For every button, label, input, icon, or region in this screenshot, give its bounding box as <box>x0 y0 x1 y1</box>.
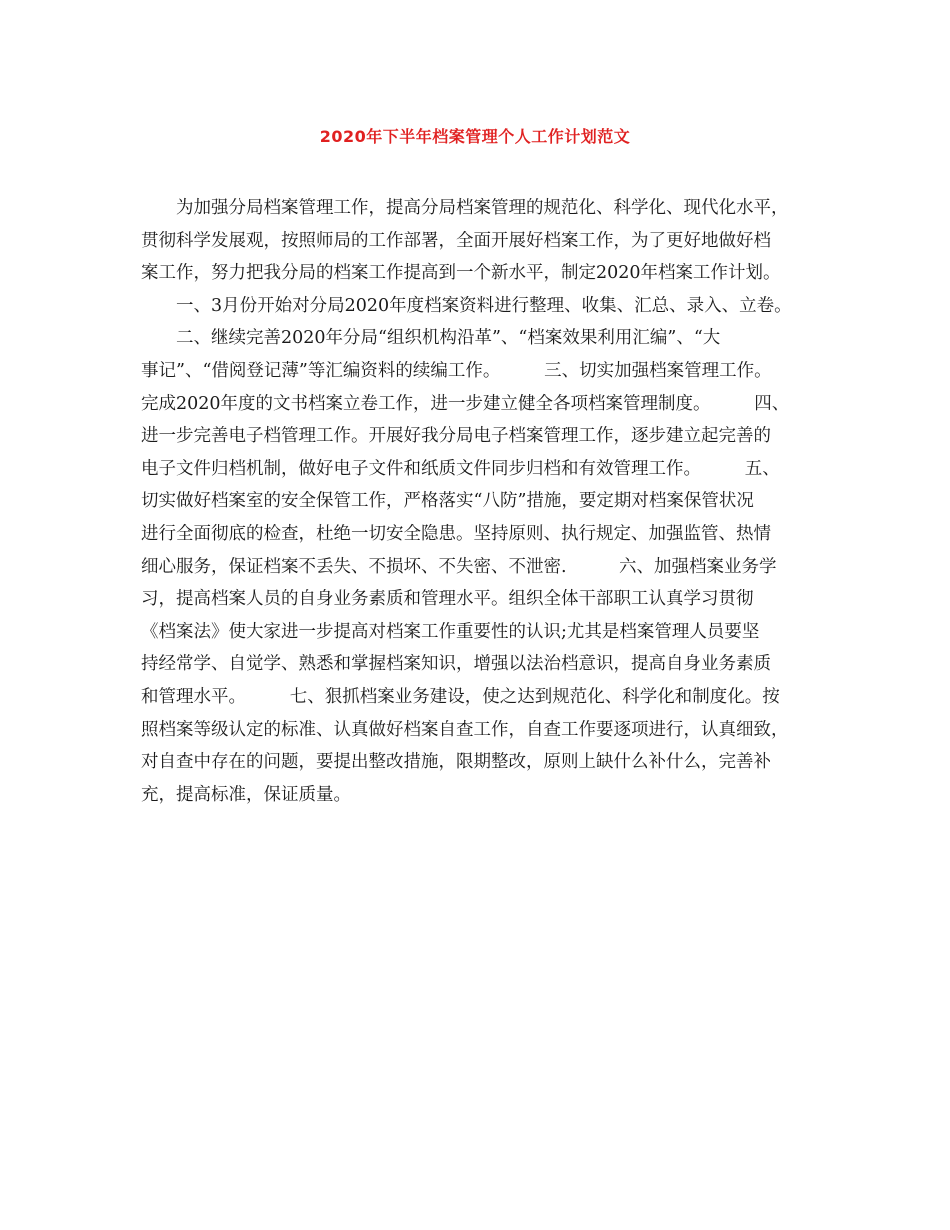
body-line: 习，提高档案人员的自身业务素质和管理水平。组织全体干部职工认真学习贯彻 <box>141 589 754 610</box>
body-line: 一、3月份开始对分局2020年度档案资料进行整理、收集、汇总、录入、立卷。 <box>176 295 792 316</box>
body-line: 电子文件归档机制，做好电子文件和纸质文件同步归档和有效管理工作。 五、 <box>141 458 780 479</box>
body-line: 案工作，努力把我分局的档案工作提高到一个新水平，制定2020年档案工作计划。 <box>141 263 781 284</box>
document-body <box>141 192 825 811</box>
body-line: 对自查中存在的问题，要提出整改措施，限期整改，原则上缺什么补什么，完善补 <box>141 752 771 773</box>
body-line: 事记”、“借阅登记薄”等汇编资料的续编工作。 三、切实加强档案管理工作。 <box>141 360 772 381</box>
body-line: 二、继续完善2020年分局“组织机构沿革”、“档案效果利用汇编”、“大 <box>176 328 721 349</box>
document-title: 2020年下半年档案管理个人工作计划范文 <box>319 127 631 146</box>
body-line: 和管理水平。 七、狠抓档案业务建设，使之达到规范化、科学化和制度化。按 <box>141 686 780 707</box>
body-line: 充，提高标准，保证质量。 <box>141 784 351 805</box>
body-line: 切实做好档案室的安全保管工作，严格落实“八防”措施，要定期对档案保管状况 <box>141 491 754 512</box>
body-line: 照档案等级认定的标准、认真做好档案自查工作，自查工作要逐项进行，认真细致， <box>141 719 789 740</box>
body-line: 进行全面彻底的检查，杜绝一切安全隐患。坚持原则、执行规定、加强监管、热情 <box>141 523 771 544</box>
body-line: 持经常学、自觉学、熟悉和掌握档案知识，增强以法治档意识，提高自身业务素质 <box>141 654 771 675</box>
body-line: 贯彻科学发展观，按照师局的工作部署，全面开展好档案工作，为了更好地做好档 <box>141 230 771 251</box>
body-line: 细心服务，保证档案不丢失、不损坏、不失密、不泄密. 六、加强档案业务学 <box>141 556 777 577</box>
body-line: 进一步完善电子档管理工作。开展好我分局电子档案管理工作，逐步建立起完善的 <box>141 426 771 447</box>
body-line: 完成2020年度的文书档案立卷工作，进一步建立健全各项档案管理制度。 四、 <box>141 393 790 414</box>
body-line: 为加强分局档案管理工作，提高分局档案管理的规范化、科学化、现代化水平， <box>176 198 789 218</box>
body-line: 《档案法》使大家进一步提高对档案工作重要性的认识;尤其是档案管理人员要坚 <box>141 621 760 642</box>
